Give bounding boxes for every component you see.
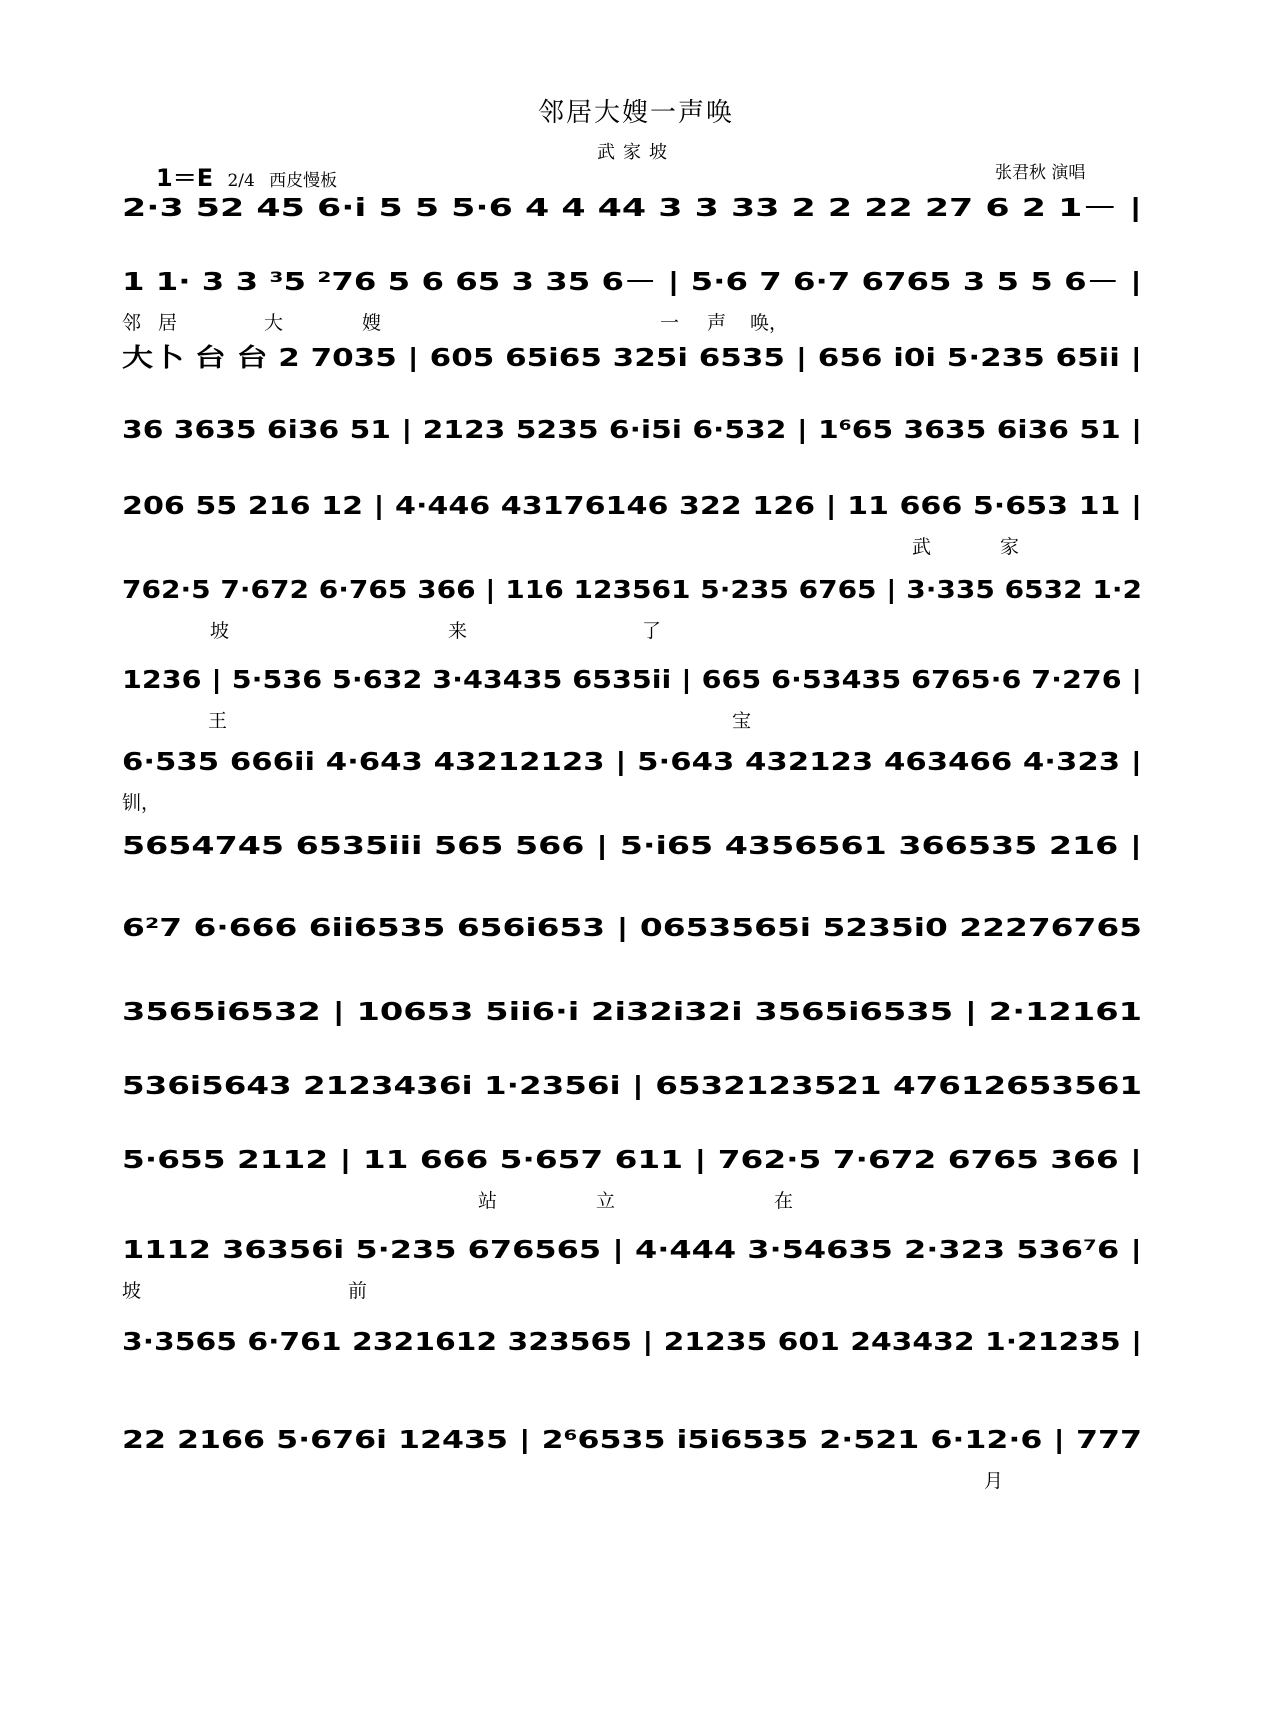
key: 1＝E bbox=[156, 164, 214, 192]
notation-line bbox=[122, 338, 1154, 378]
notation-line bbox=[122, 410, 1154, 450]
notation-text: 3·3565 6·761 2321612 323565 | 21235 601 243432 1·21235 | bbox=[122, 1327, 1142, 1356]
lyric-syllable: 来 bbox=[448, 620, 468, 642]
notation-text: 536i5643 2123436i 1·2356i | 6532123521 47612653561 bbox=[122, 1071, 1142, 1100]
score-title: 邻居大嫂一声唤 bbox=[537, 98, 734, 128]
notation-line bbox=[122, 570, 1154, 610]
notation-line bbox=[122, 1322, 1154, 1362]
notation-line bbox=[122, 826, 1154, 866]
lyrics-line bbox=[122, 616, 1154, 642]
notation-line bbox=[122, 908, 1154, 948]
notation-text: 3565i6532 | 10653 5ii6·i 2i32i32i 3565i6535 | 2·12161 bbox=[122, 997, 1142, 1026]
notation-text: 1112 36356i 5·235 676565 | 4·444 3·54635 2·323 536⁷6 | bbox=[122, 1235, 1142, 1264]
notation-text: 6²7 6·666 6ii6535 656i653 | 0653565i 5235i0 22276765 bbox=[122, 913, 1142, 942]
lyric-syllable: 武 bbox=[912, 536, 932, 558]
lyric-syllable: 居 bbox=[158, 312, 178, 334]
notation-line bbox=[122, 1140, 1154, 1180]
lyrics-line bbox=[122, 308, 1154, 334]
notation-text: 36 3635 6i36 51 | 2123 5235 6·i5i 6·532 | 1⁶65 3635 6i36 51 | bbox=[122, 415, 1142, 444]
notation-text: 2·3 52 45 6·i 5 5 5·6 4 4 44 3 3 33 2 2 22 27 6 2 1－ | bbox=[122, 193, 1142, 222]
notation-text: 5·655 2112 | 11 666 5·657 611 | 762·5 7·672 6765 366 | bbox=[122, 1145, 1142, 1174]
notation-line bbox=[122, 262, 1154, 302]
notation-text: 762·5 7·672 6·765 366 | 116 123561 5·235 6765 | 3·335 6532 1·2 bbox=[122, 575, 1142, 604]
lyric-syllable: 立 bbox=[596, 1190, 616, 1212]
notation-line bbox=[122, 1230, 1154, 1270]
lyric-syllable: 大 bbox=[264, 312, 284, 334]
lyric-syllable: 前 bbox=[348, 1280, 368, 1302]
lyric-syllable: 在 bbox=[774, 1190, 794, 1212]
notation-line bbox=[122, 1420, 1154, 1460]
lyric-syllable: 嫂 bbox=[362, 312, 382, 334]
score-subtitle: 武家坡 bbox=[597, 142, 675, 163]
meter: 2/4 bbox=[227, 171, 255, 191]
lyrics-line bbox=[122, 788, 1154, 814]
performer: 张君秋 演唱 bbox=[995, 163, 1086, 183]
lyric-syllable: 站 bbox=[478, 1190, 498, 1212]
lyric-syllable: 了 bbox=[642, 620, 662, 642]
lyrics-line bbox=[122, 1186, 1154, 1212]
notation-line bbox=[122, 992, 1154, 1032]
lyric-syllable: 坡 bbox=[122, 1280, 142, 1302]
notation-text: 6·535 666ii 4·643 43212123 | 5·643 432123 463466 4·323 | bbox=[122, 747, 1142, 776]
notation-text: 1236 | 5·536 5·632 3·43435 6535ii | 665 6·53435 6765·6 7·276 | bbox=[122, 665, 1142, 694]
lyric-syllable: 邻 bbox=[122, 312, 142, 334]
lyric-syllable: 王 bbox=[208, 710, 228, 732]
notation-line bbox=[122, 660, 1154, 700]
notation-text: 5654745 6535iii 565 566 | 5·i65 4356561 366535 216 | bbox=[122, 831, 1142, 860]
mode: 西皮慢板 bbox=[269, 171, 338, 191]
lyric-syllable: 宝 bbox=[732, 710, 752, 732]
notation-text: 22 2166 5·676i 12435 | 2⁶6535 i5i6535 2·521 6·12·6 | 777 bbox=[122, 1425, 1142, 1454]
lyrics-line bbox=[122, 1466, 1154, 1492]
notation-line bbox=[122, 742, 1154, 782]
notation-line bbox=[122, 486, 1154, 526]
notation-text: 206 55 216 12 | 4·446 43176146 322 126 | 11 666 5·653 11 | bbox=[122, 491, 1142, 520]
lyric-syllable: 声 bbox=[707, 312, 727, 334]
lyric-syllable: 唤， bbox=[750, 312, 789, 334]
lyric-syllable: 一 bbox=[660, 312, 680, 334]
lyric-syllable: 钏， bbox=[122, 792, 161, 814]
notation-line bbox=[122, 1066, 1154, 1106]
lyric-syllable: 家 bbox=[1000, 536, 1020, 558]
notation-line bbox=[122, 188, 1154, 228]
lyrics-line bbox=[122, 532, 1154, 558]
notation-text: 大卜 台 台 2 7035 | 605 65i65 325i 6535 | 656 i0i 5·235 65ii | bbox=[122, 343, 1142, 372]
lyrics-line bbox=[122, 1276, 1154, 1302]
notation-text: 1 1· 3 3 ³5 ²76 5 6 65 3 35 6－ | 5·6 7 6·7 6765 3 5 5 6－ | bbox=[122, 267, 1142, 296]
lyrics-line bbox=[122, 706, 1154, 732]
lyric-syllable: 坡 bbox=[210, 620, 230, 642]
lyric-syllable: 月 bbox=[984, 1470, 1004, 1492]
